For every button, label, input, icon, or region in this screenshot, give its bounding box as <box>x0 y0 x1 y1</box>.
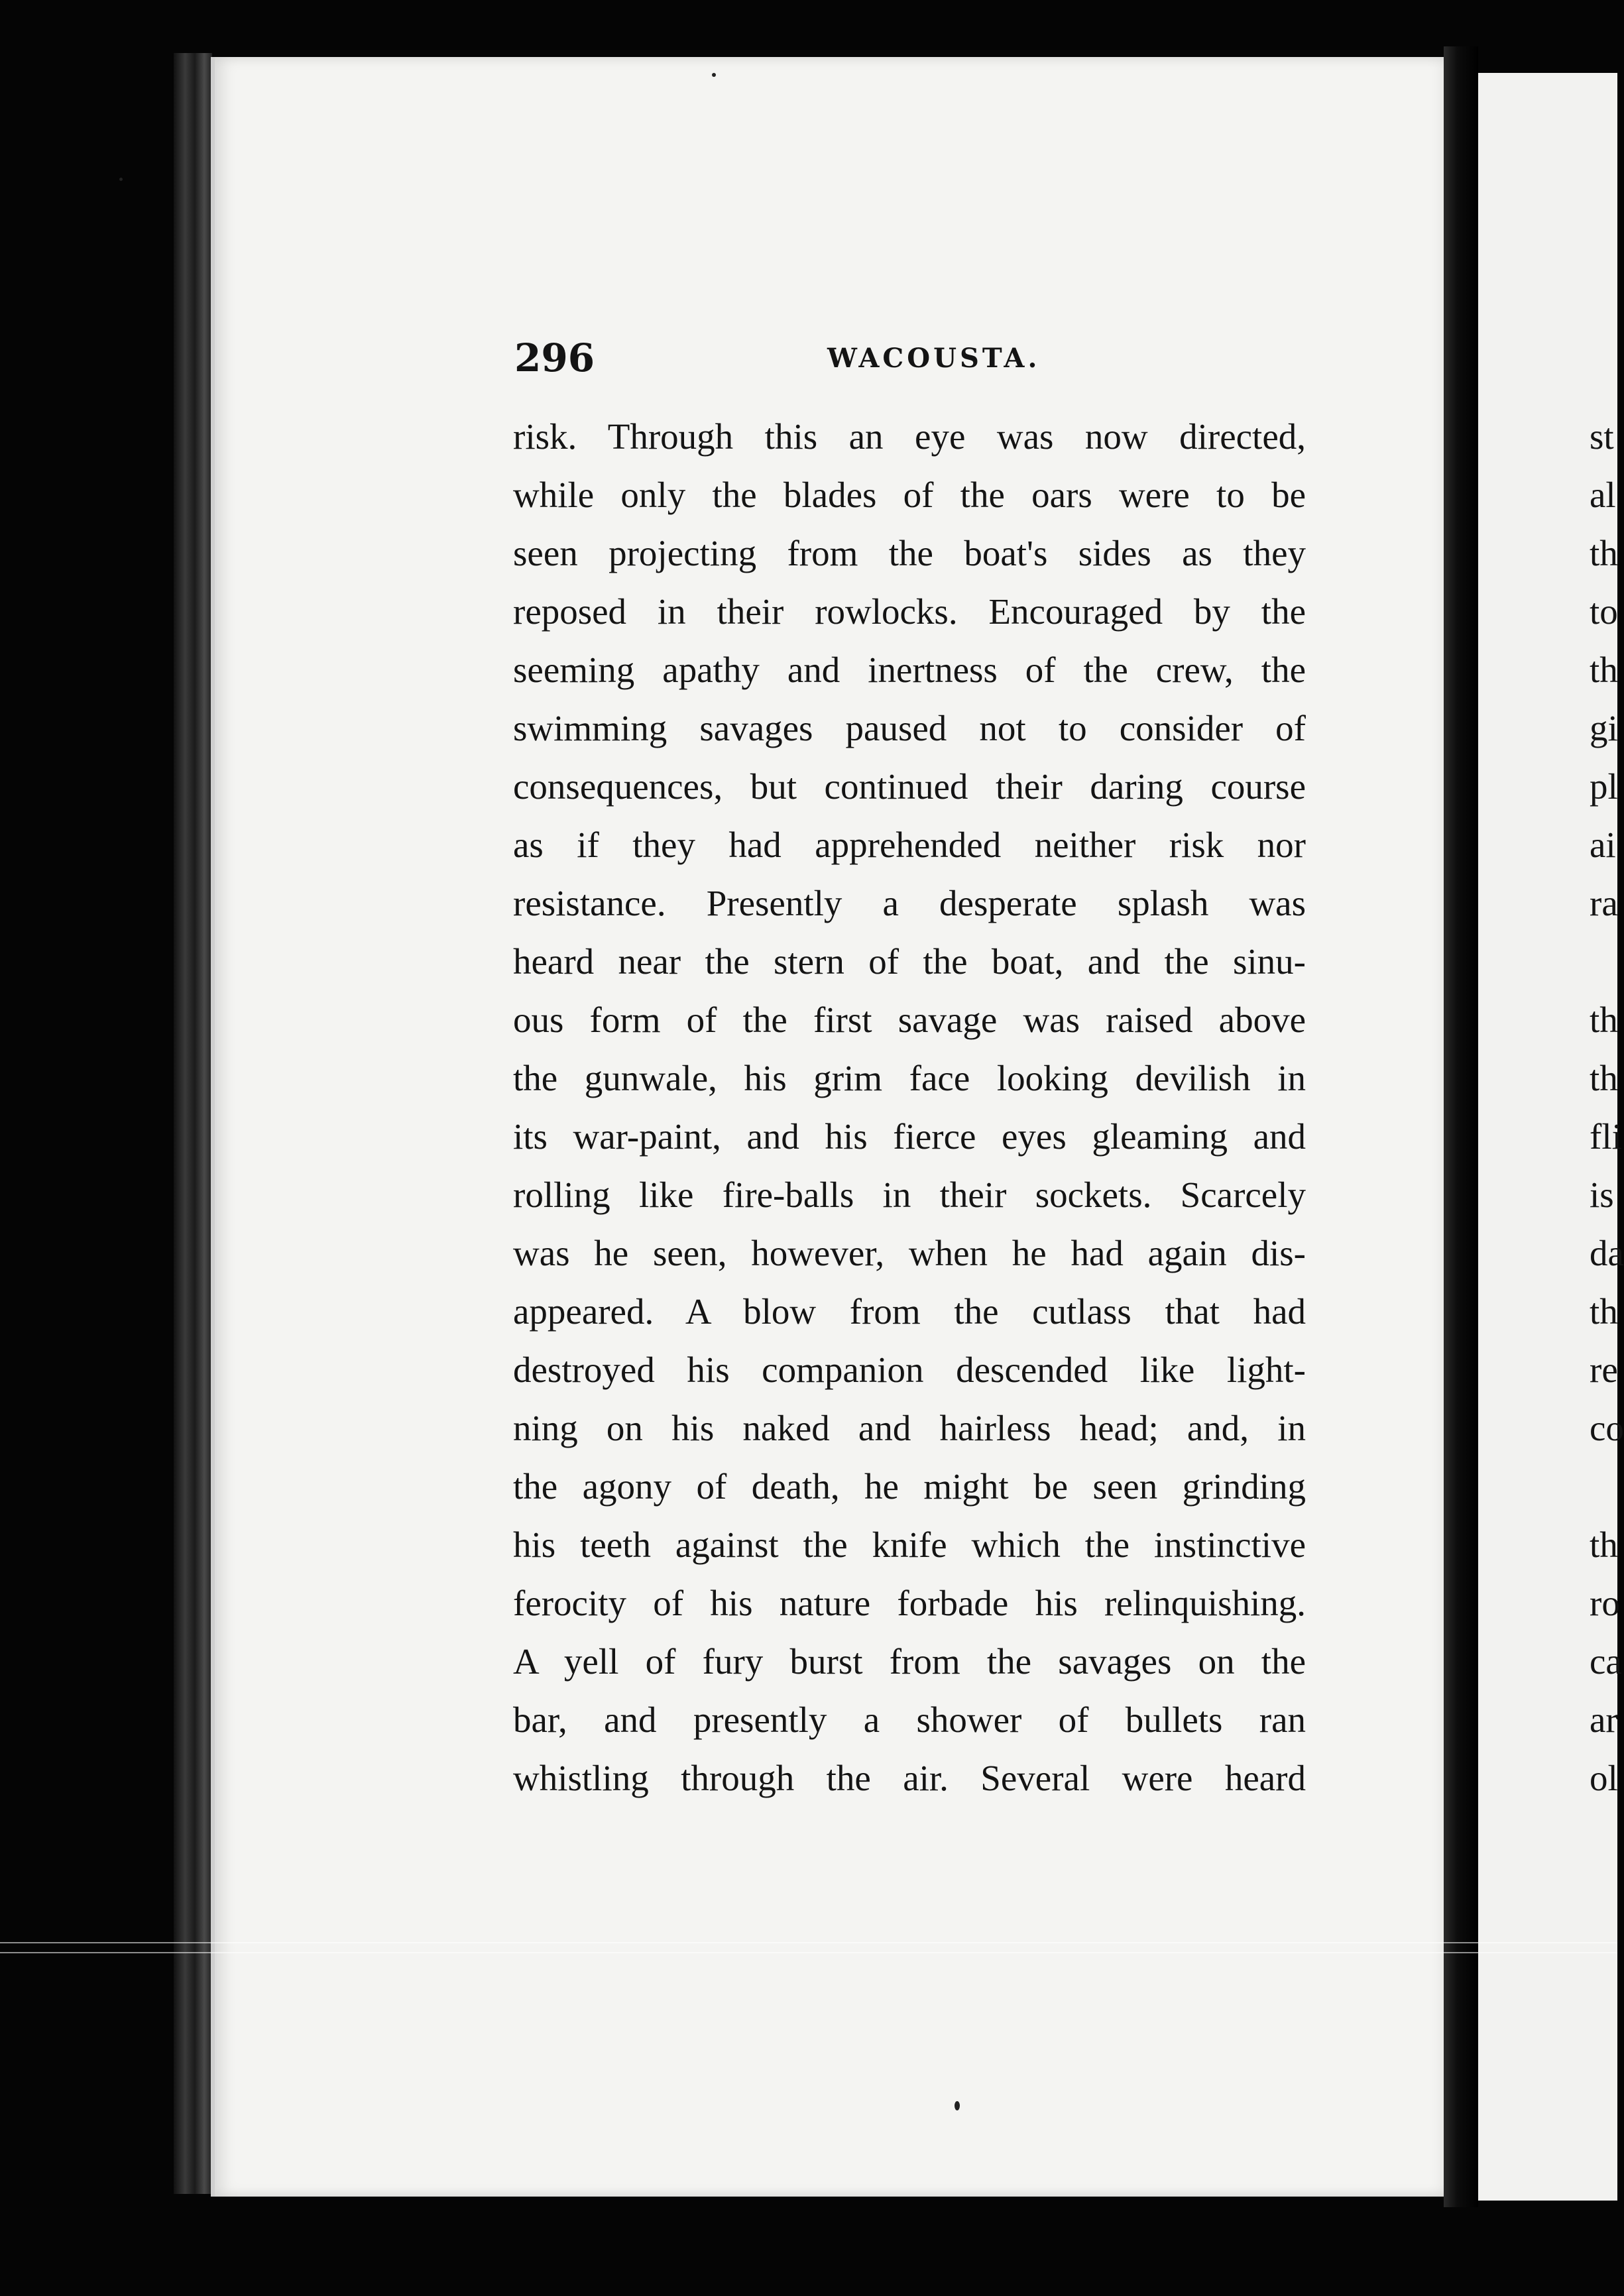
text-line: ning on his naked and hairless head; and, in <box>513 1408 1306 1448</box>
text-line: seeming apathy and inertness of the crew, the <box>513 650 1306 690</box>
text-line: the gunwale, his grim face looking devilish in <box>513 1058 1306 1098</box>
text-line: rolling like fire-balls in their sockets. Scarcely <box>513 1175 1306 1215</box>
page-number: 296 <box>514 335 595 380</box>
facing-page-fragment: co <box>1590 1408 1624 1448</box>
facing-page-fragment: ca <box>1590 1641 1622 1682</box>
facing-page-fragment: ol <box>1590 1758 1618 1798</box>
ink-speck <box>955 2101 960 2110</box>
facing-page-fragment: ro <box>1590 1583 1620 1623</box>
text-line: its war-paint, and his fierce eyes gleaming and <box>513 1116 1306 1157</box>
facing-page-fragment: th <box>1590 1000 1618 1040</box>
facing-page-fragment: th <box>1590 650 1618 690</box>
text-line: ferocity of his nature forbade his relinquishing. <box>513 1583 1306 1623</box>
text-line: his teeth against the knife which the instinctive <box>513 1524 1306 1565</box>
facing-page-fragment: th <box>1590 1291 1618 1332</box>
facing-page-fragment: pl <box>1590 766 1618 807</box>
ink-speck <box>119 178 123 181</box>
facing-page-fragment: th <box>1590 533 1618 573</box>
text-line: resistance. Presently a desperate splash was <box>513 883 1306 923</box>
facing-page-fragment: st <box>1590 416 1614 457</box>
ink-speck <box>712 73 716 77</box>
text-line: appeared. A blow from the cutlass that had <box>513 1291 1306 1332</box>
text-line: whistling through the air. Several were heard <box>513 1758 1306 1798</box>
text-line: seen projecting from the boat's sides as they <box>513 533 1306 573</box>
facing-page-fragment: al <box>1590 475 1616 515</box>
text-line: destroyed his companion descended like light- <box>513 1349 1306 1390</box>
text-line: while only the blades of the oars were to be <box>513 475 1306 515</box>
facing-page-fragment: ai <box>1590 825 1616 865</box>
scan-artifact-line <box>0 1942 1617 1943</box>
running-head: WACOUSTA. <box>827 343 1041 374</box>
text-line: the agony of death, he might be seen grinding <box>513 1466 1306 1507</box>
facing-page-fragment: th <box>1590 1058 1618 1098</box>
text-line: was he seen, however, when he had again dis- <box>513 1233 1306 1273</box>
text-line: as if they had apprehended neither risk nor <box>513 825 1306 865</box>
facing-page-fragment: ar <box>1590 1699 1618 1740</box>
book-spine <box>174 53 212 2194</box>
page-header <box>514 335 1297 381</box>
facing-page-fragment: re <box>1590 1349 1618 1390</box>
facing-page-fragment: ra <box>1590 883 1618 923</box>
text-line: risk. Through this an eye was now directed, <box>513 416 1306 457</box>
facing-page-fragment: da <box>1590 1233 1624 1273</box>
text-line: A yell of fury burst from the savages on the <box>513 1641 1306 1682</box>
facing-page-fragment: gi <box>1590 708 1618 748</box>
facing-page-fragment: to <box>1590 591 1618 632</box>
facing-page-fragment: is <box>1590 1175 1614 1215</box>
text-line: consequences, but continued their daring course <box>513 766 1306 807</box>
text-line: bar, and presently a shower of bullets ran <box>513 1699 1306 1740</box>
text-line: swimming savages paused not to consider of <box>513 708 1306 748</box>
page-gutter <box>1444 46 1478 2207</box>
text-line: heard near the stern of the boat, and the sinu- <box>513 941 1306 982</box>
body-text <box>513 408 1306 1808</box>
scan-artifact-line <box>0 1952 1617 1953</box>
facing-page-text-fragments <box>1590 408 1624 1808</box>
text-line: reposed in their rowlocks. Encouraged by the <box>513 591 1306 632</box>
text-line: ous form of the first savage was raised above <box>513 1000 1306 1040</box>
facing-page-fragment: th <box>1590 1524 1618 1565</box>
facing-page-fragment: fli <box>1590 1116 1622 1157</box>
